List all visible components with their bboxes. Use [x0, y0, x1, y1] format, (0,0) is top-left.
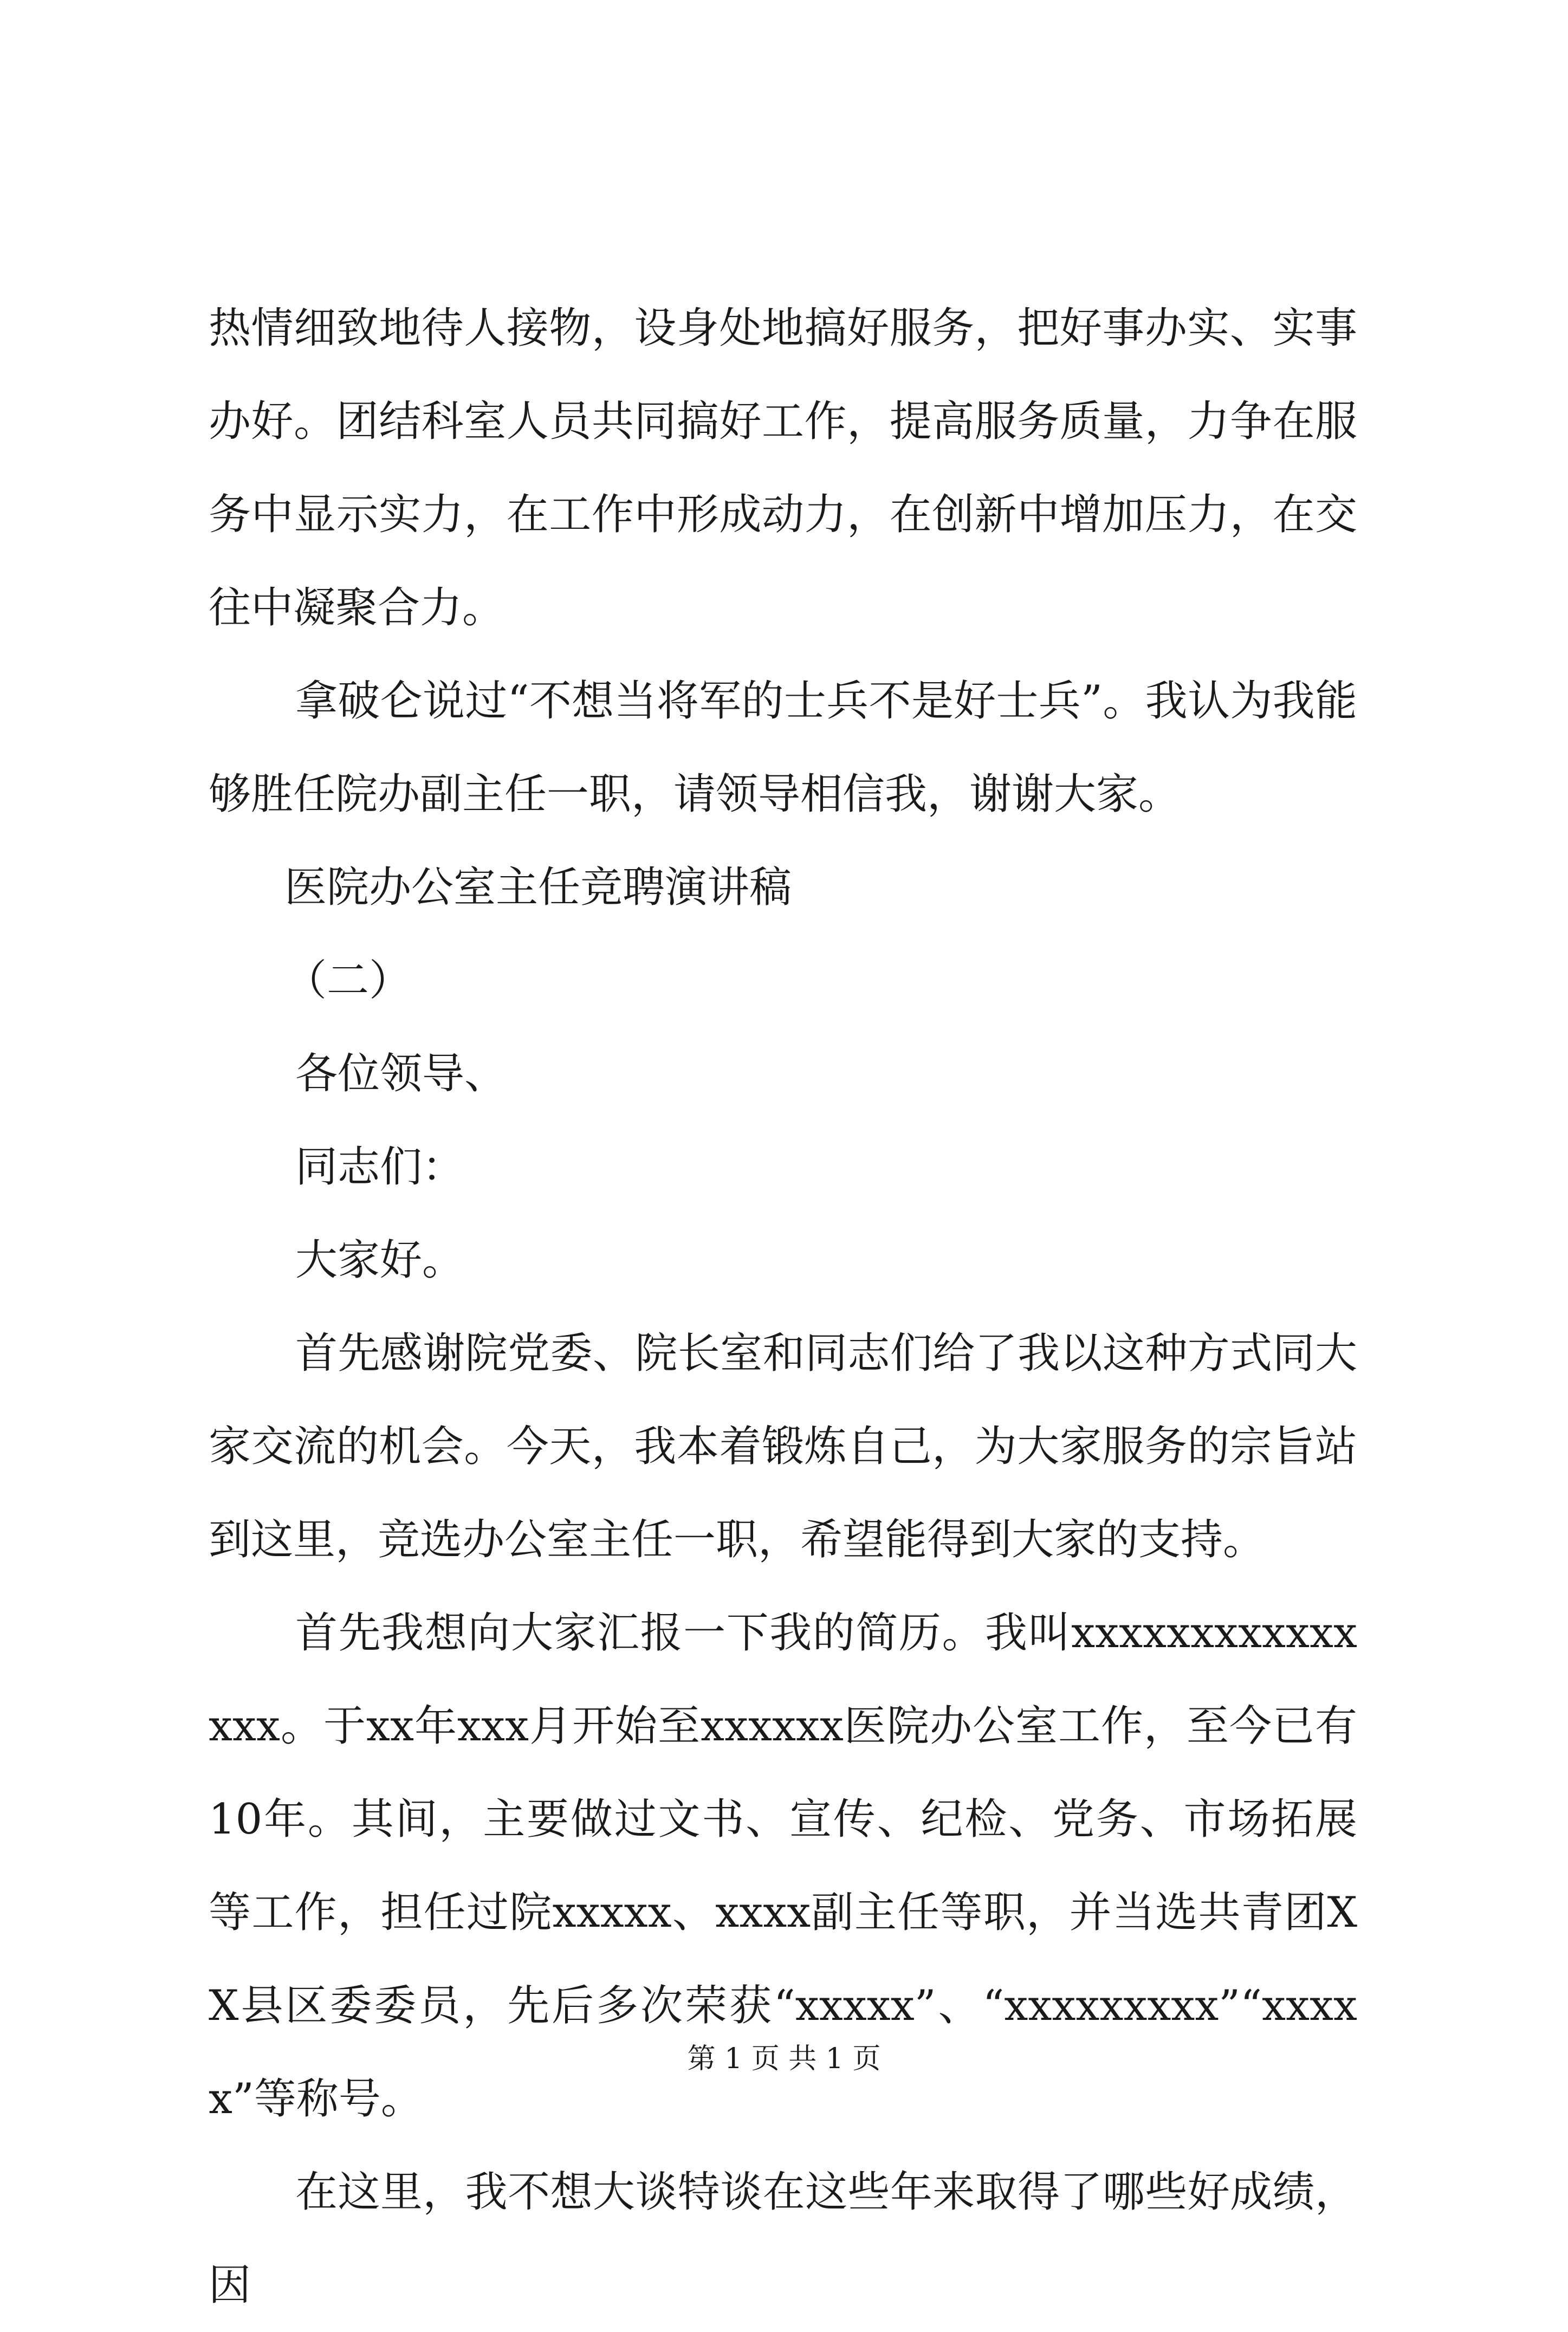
paragraph-closing-partial: 在这里，我不想大谈特谈在这些年来取得了哪些好成绩，因: [209, 2168, 1357, 2310]
paragraph-resume: 首先我想向大家汇报一下我的简历。我叫xxxxxxxxxxxxxxx。于xx年xxx月开始至xxxxxx医院办公室工作，至今已有10年。其间，主要做过文书、宣传、纪检、党务、市场拓展等工作，担任过院xxxxx、xxxx副主任等职，并当选共青团XX县区委委员，先后多次荣获“xxxxx”、“xxxxxxxxx”“xxxxx”等称号。: [209, 1609, 1357, 2123]
greeting: 大家好。: [295, 1236, 465, 1285]
page-footer: 第 1 页 共 1 页: [687, 2043, 881, 2075]
salutation-leaders: 各位领导、: [295, 1050, 507, 1098]
paragraph-napoleon-quote: 拿破仑说过“不想当将军的士兵不是好士兵”。我认为我能够胜任院办副主任一职，请领导相信我，谢谢大家。: [209, 677, 1357, 819]
speech-subtitle-number: （二）: [284, 956, 412, 1005]
salutation-comrades: 同志们：: [295, 1143, 465, 1191]
paragraph-thanks: 首先感谢院党委、院长室和同志们给了我以这种方式同大家交流的机会。今天，我本着锻炼自己，为大家服务的宗旨站到这里，竞选办公室主任一职，希望能得到大家的支持。: [209, 1329, 1357, 1564]
document-body: [209, 282, 1357, 2332]
speech-title: 医院办公室主任竞聘演讲稿: [284, 863, 792, 912]
paragraph-continuation: 热情细致地待人接物，设身处地搞好服务，把好事办实、实事办好。团结科室人员共同搞好工作，提高服务质量，力争在服务中显示实力，在工作中形成动力，在创新中增加压力，在交往中凝聚合力。: [209, 304, 1357, 632]
